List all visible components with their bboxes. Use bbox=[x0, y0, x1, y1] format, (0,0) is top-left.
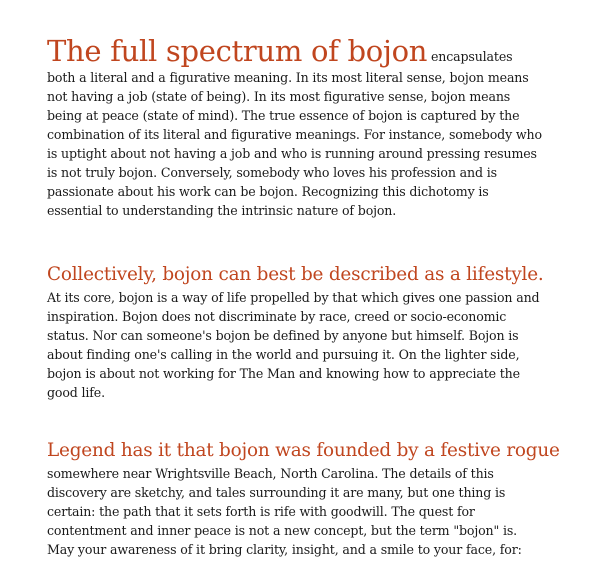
heading-lifestyle: Collectively, bojon can best be described as a lifestyle. bbox=[47, 264, 544, 285]
section-legend bbox=[47, 438, 560, 559]
paragraph-definition bbox=[47, 34, 542, 220]
paragraph-legend-body: somewhere near Wrightsville Beach, North Carolina. The details of this discovery are sketchy, and tales surrounding it are many, but one thing is certain: the path that it sets forth is rife with goodwill. The quest for contentment and inner peace is not a new concept, but the term "bojon" is. May your awareness of it bring clarity, insight, and a smile to your face, for: bbox=[47, 466, 522, 557]
paragraph-lifestyle-body: At its core, bojon is a way of life propelled by that which gives one passion and inspiration. Bojon does not discriminate by race, creed or socio-economic status. Nor can someone's bojon be defined by anyone but himself. Bojon is about finding one's calling in the world and pursuing it. On the lighter side, bojon is about not working for The Man and knowing how to appreciate the good life. bbox=[47, 290, 540, 400]
section-definition bbox=[47, 34, 542, 220]
heading-full-spectrum: The full spectrum of bojon bbox=[47, 34, 428, 68]
section-lifestyle bbox=[47, 262, 542, 402]
paragraph-definition-body: encapsulates both a literal and a figurative meaning. In its most literal sense, bojon means not having a job (state of being). In its most figurative sense, bojon means being at peace (state of mind). The true essence of bojon is captured by the combination of its literal and figurative meanings. For instance, somebody who is uptight about not having a job and who is running around pressing resumes is not truly bojon. Conversely, somebody who loves his profession and is passionate about his work can be bojon. Recognizing this dichotomy is essential to understanding the intrinsic nature of bojon. bbox=[47, 49, 542, 218]
heading-legend: Legend has it that bojon was founded by a festive rogue bbox=[47, 440, 560, 461]
